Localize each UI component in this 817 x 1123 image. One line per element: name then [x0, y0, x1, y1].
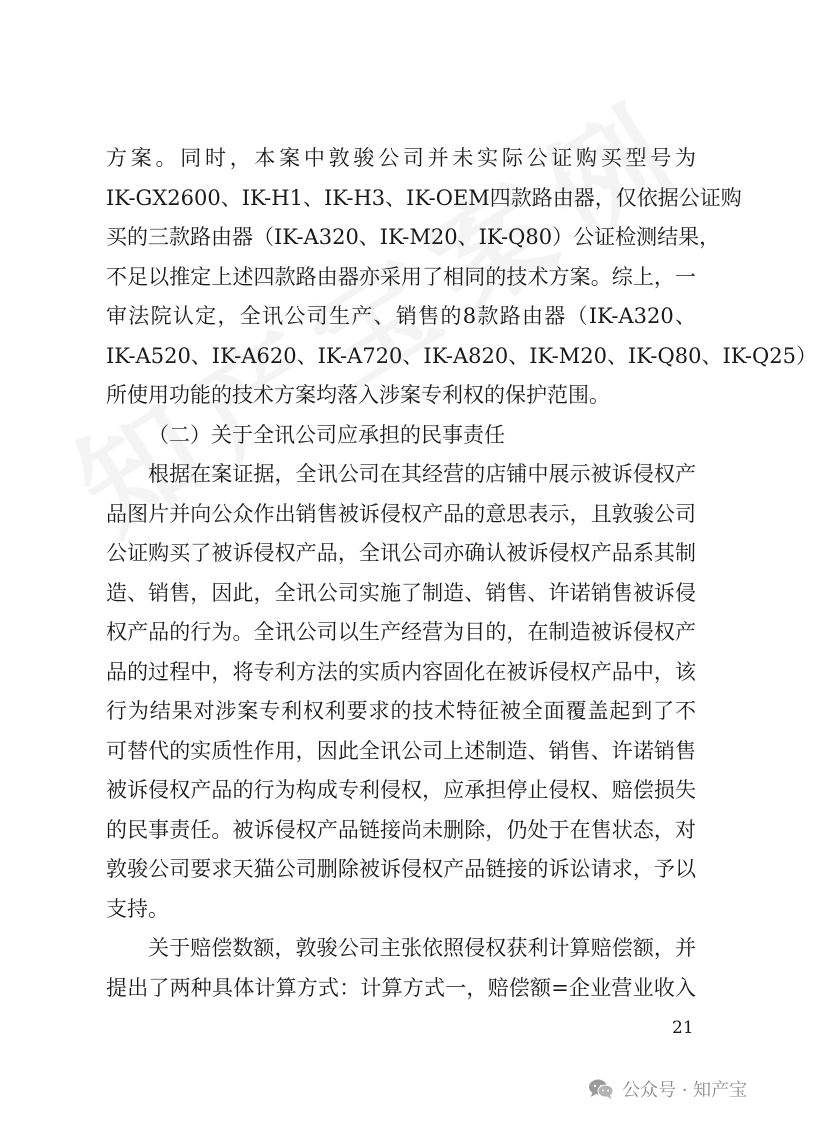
text-line: 不足以推定上述四款路由器亦采用了相同的技术方案。综上，一 [106, 264, 696, 289]
wechat-icon [588, 1078, 614, 1100]
text-line: 支持。 [106, 896, 169, 921]
page-number: 21 [672, 1018, 694, 1038]
text-line: 买的三款路由器（IK-A320、IK-M20、IK-Q80）公证检测结果， [106, 225, 721, 249]
section-heading: （二）关于全讯公司应承担的民事责任 [148, 422, 505, 447]
text-line: 品的过程中，将专利方法的实质内容固化在被诉侵权产品中，该 [106, 659, 696, 684]
text-line: IK-GX2600、IK-H1、IK-H3、IK-OEM四款路由器，仅依据公证购 [106, 185, 742, 210]
text-line: 被诉侵权产品的行为构成专利侵权，应承担停止侵权、赔偿损失 [106, 778, 696, 802]
text-line: IK-A520、IK-A620、IK-A720、IK-A820、IK-M20、IK-Q80、IK-Q25） [106, 343, 817, 368]
text-line: 权产品的行为。全讯公司以生产经营为目的，在制造被诉侵权产 [106, 620, 696, 644]
text-line: 所使用功能的技术方案均落入涉案专利权的保护范围。 [106, 383, 610, 407]
text-line: 审法院认定，全讯公司生产、销售的8款路由器（IK-A320、 [106, 304, 696, 328]
text-line: 行为结果对涉案专利权利要求的技术特征被全面覆盖起到了不 [106, 699, 696, 723]
text-line: 敦骏公司要求天猫公司删除被诉侵权产品链接的诉讼请求，予以 [106, 857, 696, 881]
text-line: 根据在案证据，全讯公司在其经营的店铺中展示被诉侵权产 [148, 462, 696, 486]
text-line: 的民事责任。被诉侵权产品链接尚未删除，仍处于在售状态，对 [106, 817, 696, 842]
text-line: 公证购买了被诉侵权产品，全讯公司亦确认被诉侵权产品系其制 [106, 541, 696, 565]
text-line: 提出了两种具体计算方式：计算方式一，赔偿额=企业营业收入 [106, 975, 696, 1000]
footer-brand-text: 公众号 · 知产宝 [622, 1080, 748, 1101]
text-line: 可替代的实质性作用，因此全讯公司上述制造、销售、许诺销售 [106, 738, 696, 763]
footer-brand [588, 1076, 747, 1102]
text-line: 造、销售，因此，全讯公司实施了制造、销售、许诺销售被诉侵 [106, 580, 696, 605]
text-line: 关于赔偿数额，敦骏公司主张依照侵权获利计算赔偿额，并 [148, 936, 696, 960]
text-line: 方案。同时，本案中敦骏公司并未实际公证购买型号为 [106, 146, 696, 170]
text-line: 品图片并向公众作出销售被诉侵权产品的意思表示，且敦骏公司 [106, 501, 696, 526]
document-body [106, 139, 817, 1008]
